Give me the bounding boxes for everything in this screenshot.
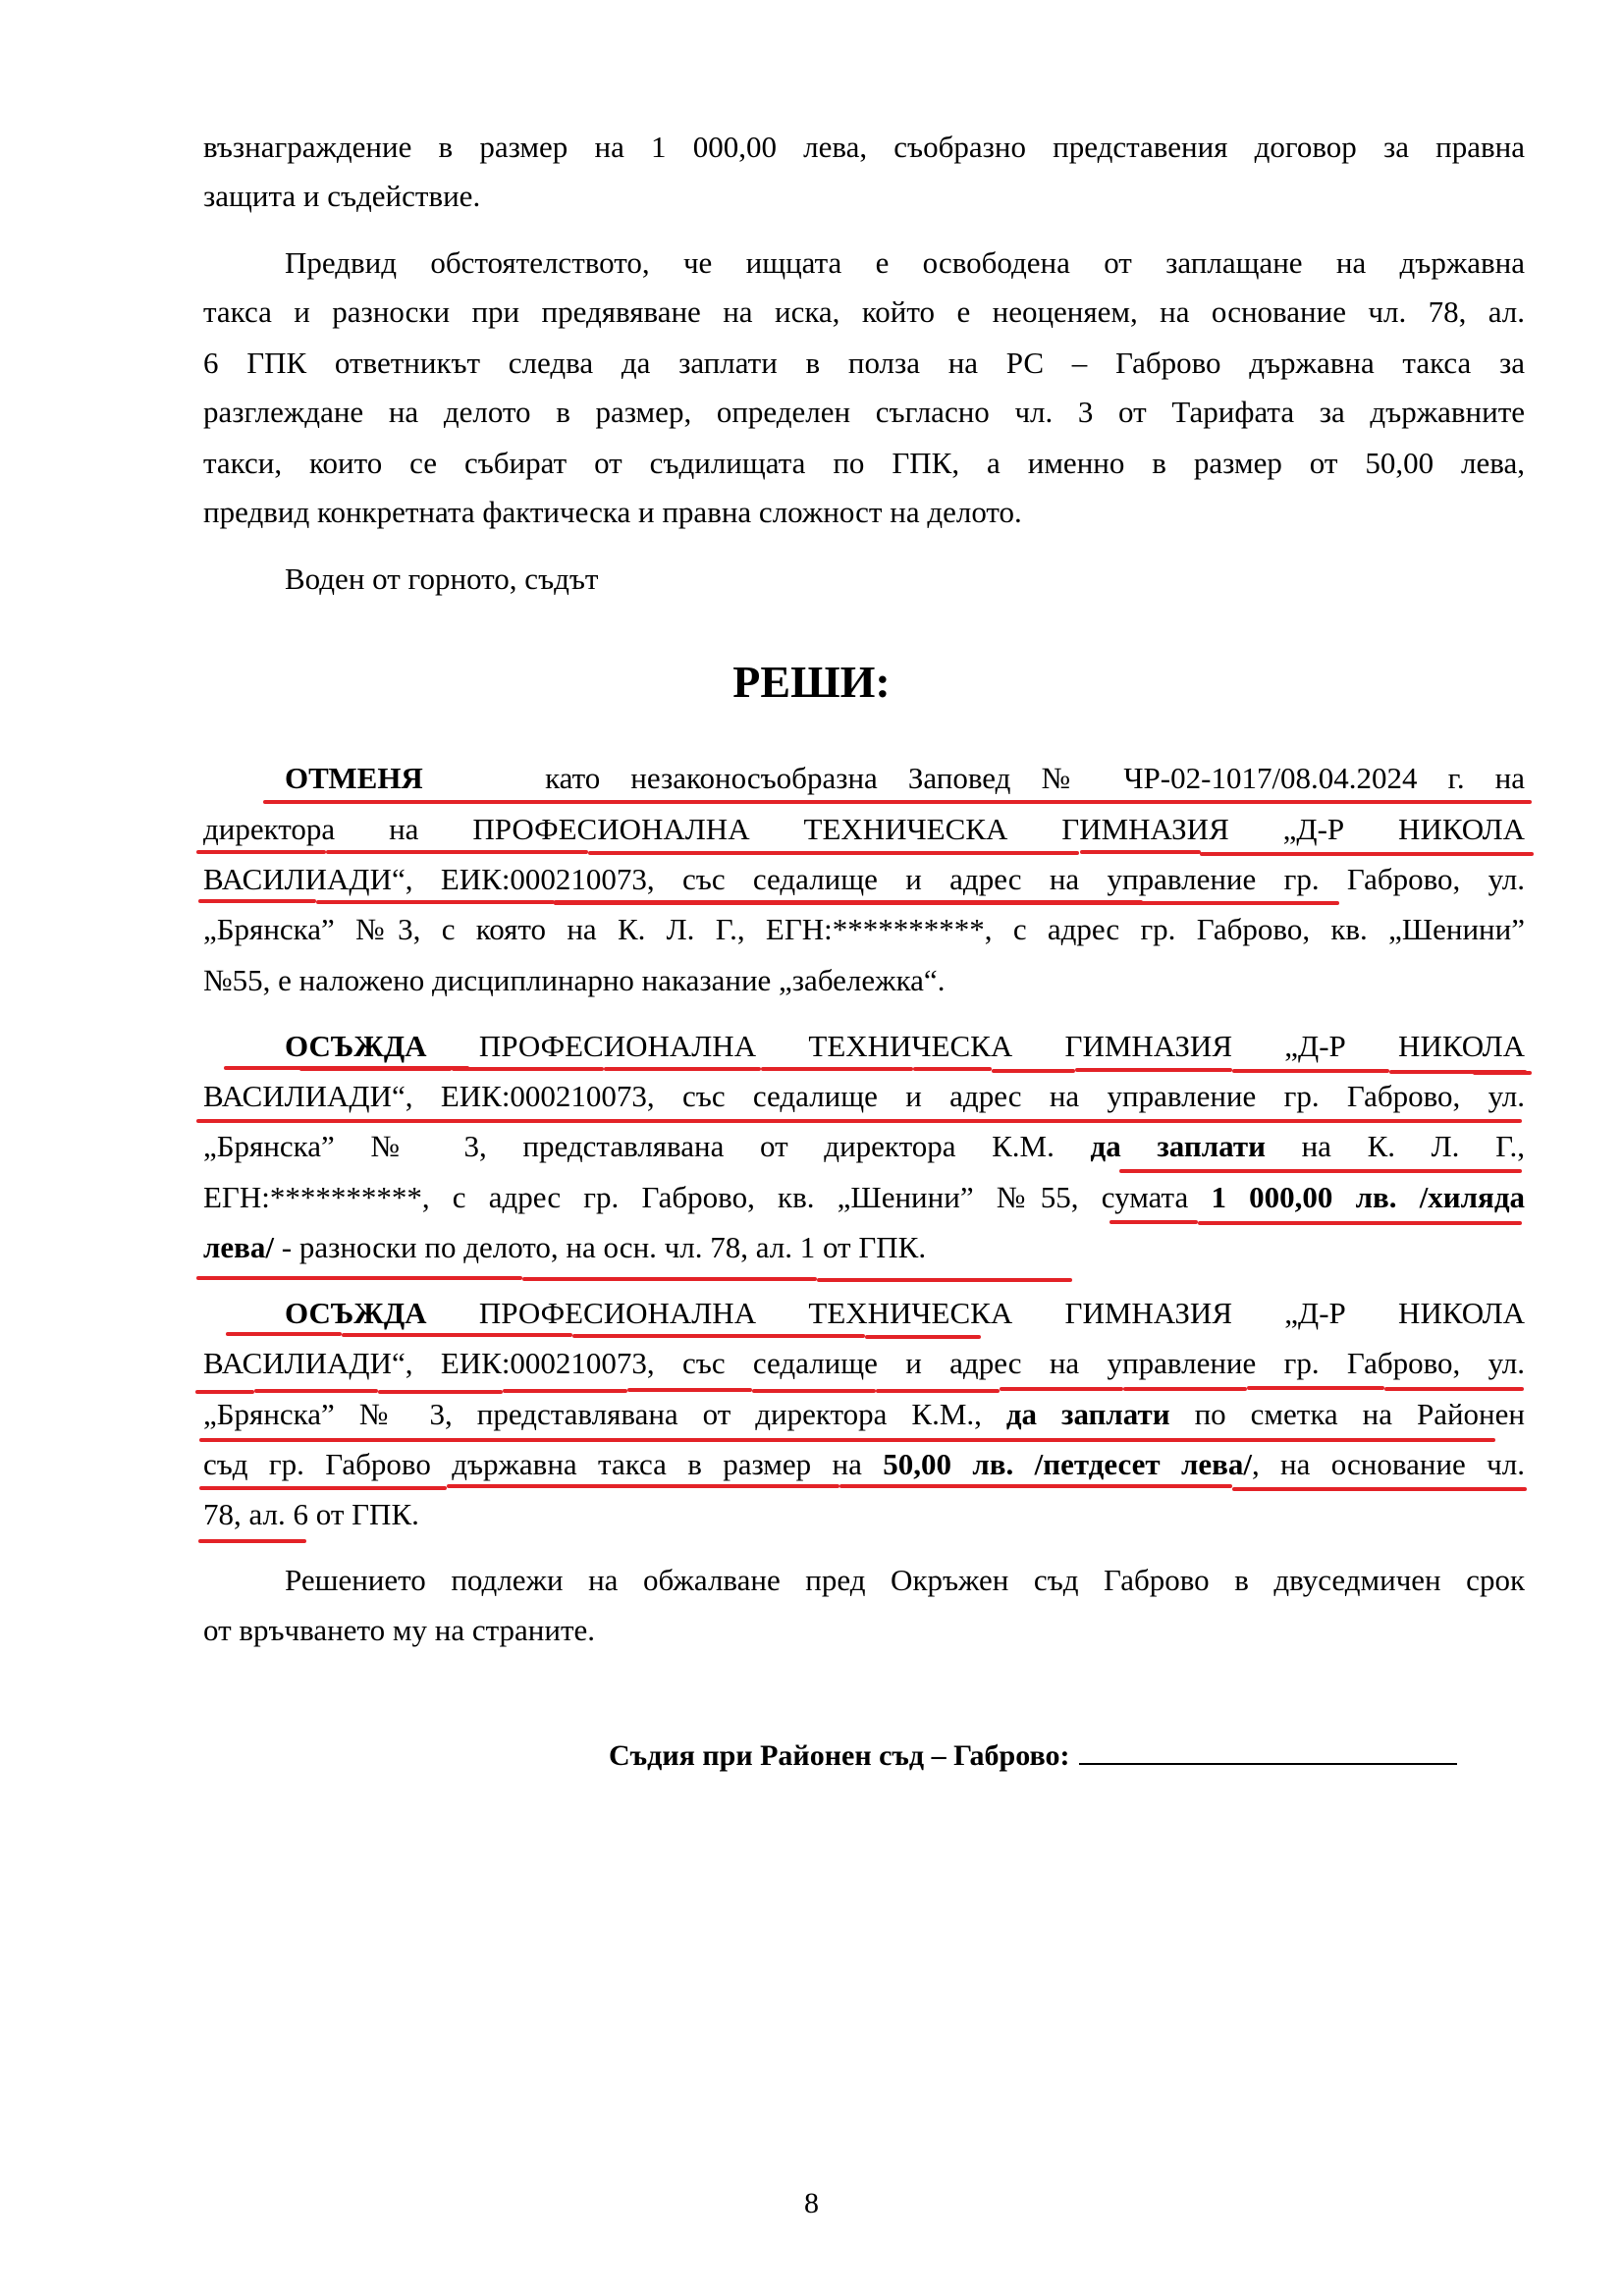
annotation-underline <box>1000 1387 1123 1391</box>
ruling-2-text: на К. Л. Г., <box>1265 1129 1525 1163</box>
judge-signature <box>609 1737 1457 1773</box>
annotation-underline <box>761 1067 913 1071</box>
annotation-underline <box>1119 1169 1522 1173</box>
annotation-underline <box>326 850 588 854</box>
ruling-3-line <box>203 1445 1525 1484</box>
ruling-2-amount: 1 000,00 лв. /хиляда <box>1211 1180 1526 1214</box>
paragraph-line: разглеждане на делото в размер, определен съгласно чл. 3 от Тарифата за държавните <box>203 395 1525 429</box>
appeal-line: от връчването му на страните. <box>203 1613 596 1647</box>
annotation-underline <box>198 1539 306 1543</box>
annotation-underline <box>1200 852 1534 856</box>
ruling-2-bold: да заплати <box>1090 1129 1266 1163</box>
ruling-2-line: ВАСИЛИАДИ“, ЕИК:000210073, със седалище и адрес на управление гр. Габрово, ул. <box>203 1079 1525 1113</box>
ruling-3-text: ПРОФЕСИОНАЛНА ТЕХНИЧЕСКА ГИМНАЗИЯ „Д-Р НИКОЛА <box>478 1296 1525 1330</box>
annotation-underline <box>199 1486 447 1490</box>
annotation-underline <box>1247 1386 1384 1390</box>
annotation-underline <box>254 1389 378 1393</box>
ruling-3-line: ВАСИЛИАДИ“, ЕИК:000210073, със седалище и адрес на управление гр. Габрово, ул. <box>203 1346 1525 1380</box>
ruling-3-line <box>285 1294 1525 1333</box>
annotation-underline <box>817 1278 1072 1282</box>
ruling-2-text: - разноски по делото, на осн. чл. 78, ал. 1 от ГПК. <box>274 1230 927 1264</box>
annotation-underline <box>452 1067 604 1071</box>
annotation-underline <box>196 1119 1522 1123</box>
ruling-3-text: „Брянска” № 3, представлявана от директора К.М., <box>203 1397 1006 1431</box>
ruling-3-line: 78, ал. 6 от ГПК. <box>203 1497 419 1531</box>
ruling-1-text: като незаконосъобразна Заповед № ЧР-02-1017/08.04.2024 г. на <box>545 761 1525 795</box>
annotation-underline <box>447 1484 839 1488</box>
ruling-3-text: , на основание чл. <box>1251 1447 1525 1481</box>
ruling-1-line: №55, е наложено дисциплинарно наказание „забележка“. <box>203 963 946 997</box>
ruling-2-line <box>203 1228 926 1267</box>
annotation-underline <box>1109 1220 1198 1224</box>
paragraph-line: защита и съдействие. <box>203 179 481 213</box>
ruling-1-line: ВАСИЛИАДИ“, ЕИК:000210073, със седалище и адрес на управление гр. Габрово, ул. <box>203 862 1525 896</box>
annotation-underline <box>522 1277 817 1281</box>
paragraph-line: такса и разноски при предявяване на иска, който е неоценяем, на основание чл. 78, ал. <box>203 294 1525 329</box>
ruling-1-line: директора на ПРОФЕСИОНАЛНА ТЕХНИЧЕСКА ГИМНАЗИЯ „Д-Р НИКОЛА <box>203 812 1525 846</box>
annotation-underline <box>1384 1387 1524 1391</box>
annotation-underline <box>627 1388 752 1392</box>
ruling-2-text: ЕГН:**********, с адрес гр. Габрово, кв. „Шенини” №55, сумата <box>203 1180 1212 1214</box>
annotation-underline <box>1232 1069 1389 1073</box>
paragraph-line: възнаграждение в размер на 1 000,00 лева, съобразно представения договор за правна <box>203 130 1525 164</box>
annotation-underline <box>196 1276 522 1280</box>
ruling-2-line <box>203 1127 1525 1166</box>
ruling-2-text: ПРОФЕСИОНАЛНА ТЕХНИЧЕСКА ГИМНАЗИЯ „Д-Р НИКОЛА <box>478 1029 1525 1063</box>
page-number: 8 <box>804 2187 819 2219</box>
paragraph-line: предвид конкретната фактическа и правна сложност на делото. <box>203 495 1022 529</box>
appeal-line: Решението подлежи на обжалване пред Окръжен съд Габрово в двуседмичен срок <box>285 1563 1525 1597</box>
annotation-underline <box>226 1332 342 1336</box>
annotation-underline <box>1473 1071 1532 1075</box>
annotation-underline <box>1232 1487 1527 1491</box>
annotation-underline <box>1080 850 1201 854</box>
signature-label: Съдия при Районен съд – Габрово: <box>609 1739 1070 1772</box>
annotation-underline <box>378 1390 503 1394</box>
paragraph-line: Воден от горното, съдът <box>285 561 599 596</box>
ruling-3-line <box>203 1395 1525 1434</box>
annotation-underline <box>865 1335 981 1339</box>
annotation-underline <box>604 1067 761 1071</box>
annotation-underline <box>342 1333 572 1337</box>
paragraph-line: Предвид обстоятелството, че ищцата е освободена от заплащане на държавна <box>285 245 1525 280</box>
ruling-2-line <box>203 1178 1525 1217</box>
ruling-2-amount: лева/ <box>203 1230 275 1264</box>
annotation-underline <box>1075 1068 1232 1072</box>
annotation-underline <box>199 1438 1495 1442</box>
annotation-underline <box>554 901 1339 905</box>
signature-line <box>1079 1737 1457 1765</box>
ruling-1-line <box>285 759 1525 798</box>
ruling-2-text: „Брянска” № 3, представлявана от директора К.М. <box>203 1129 1091 1163</box>
ruling-3-bold: да заплати <box>1005 1397 1170 1431</box>
annotation-underline <box>198 899 316 903</box>
ruling-1-verb: ОТМЕНЯ <box>285 761 423 795</box>
annotation-underline <box>839 1484 1232 1488</box>
annotation-underline <box>195 1390 254 1394</box>
annotation-underline <box>503 1389 627 1393</box>
annotation-underline <box>1198 1221 1522 1225</box>
ruling-heading: РЕШИ: <box>732 657 891 707</box>
annotation-underline <box>299 1067 452 1071</box>
annotation-underline <box>263 800 1532 804</box>
ruling-3-verb: ОСЪЖДА <box>285 1296 427 1330</box>
ruling-2-line <box>285 1027 1525 1066</box>
annotation-underline <box>876 1389 1000 1393</box>
annotation-underline <box>196 850 326 854</box>
annotation-underline <box>316 900 555 904</box>
ruling-3-text: по сметка на Районен <box>1169 1397 1525 1431</box>
annotation-underline <box>752 1389 876 1393</box>
annotation-underline <box>992 1069 1075 1073</box>
annotation-underline <box>913 1067 992 1071</box>
ruling-2-verb: ОСЪЖДА <box>285 1029 427 1063</box>
annotation-underline <box>1123 1387 1247 1391</box>
annotation-underline <box>572 1334 865 1338</box>
paragraph-line: такси, които се събират от съдилищата по ГПК, а именно в размер от 50,00 лева, <box>203 446 1525 480</box>
paragraph-line: 6 ГПК ответникът следва да заплати в полза на РС – Габрово държавна такса за <box>203 346 1525 380</box>
ruling-3-text: съд гр. Габрово държавна такса в размер на <box>203 1447 884 1481</box>
ruling-3-amount: 50,00 лв. /петдесет лева/ <box>883 1447 1252 1481</box>
annotation-underline <box>588 851 1079 855</box>
ruling-1-line: „Брянска” №3, с която на К. Л. Г., ЕГН:**********, с адрес гр. Габрово, кв. „Шенини” <box>203 912 1525 946</box>
